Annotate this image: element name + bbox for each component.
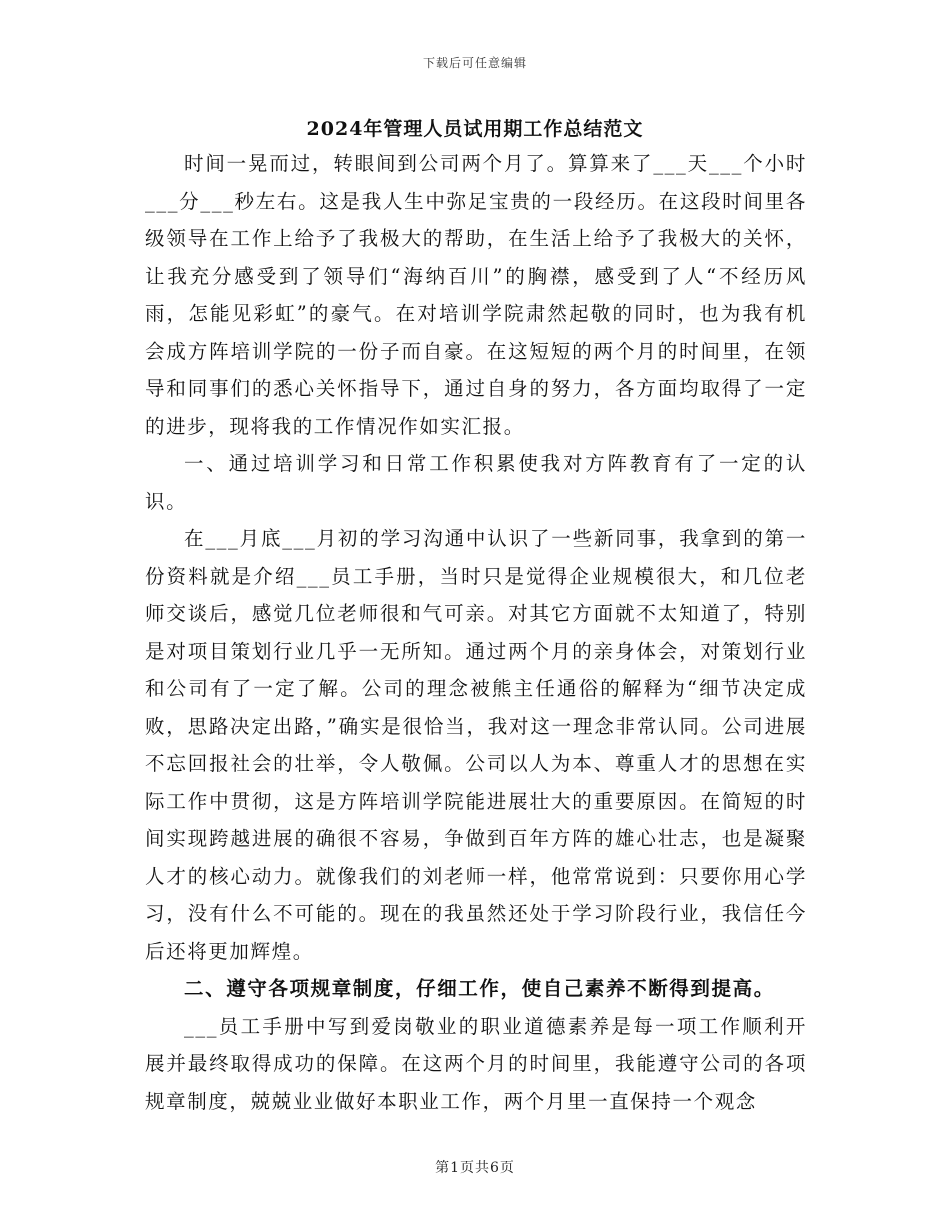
paragraph-intro: 时间一晃而过，转眼间到公司两个月了。算算来了___天___个小时___分___秒左右。这是我人生中弥足宝贵的一段经历。在这段时间里各级领导在工作上给予了我极大的帮助，在生活上给予了我极大的关怀，让我充分感受到了领导们“海纳百川”的胸襟，感受到了人“不经历风雨，怎能见彩虹”的豪气。在对培训学院肃然起敬的同时，也为我有机会成方阵培训学院的一份子而自豪。在这短短的两个月的时间里，在领导和同事们的悉心关怀指导下，通过自身的努力，各方面均取得了一定的进步，现将我的工作情况作如实汇报。 — [145, 152, 807, 438]
paragraph-section-1: 在___月底___月初的学习沟通中认识了一些新同事，我拿到的第一份资料就是介绍___员工手册，当时只是觉得企业规模很大，和几位老师交谈后，感觉几位老师很和气可亲。对其它方面就不太知道了，特别是对项目策划行业几乎一无所知。通过两个月的亲身体会，对策划行业和公司有了一定了解。公司的理念被熊主任通俗的解释为“细节决定成败，思路决定出路，”确实是很恰当，我对这一理念非常认同。公司进展不忘回报社会的壮举，令人敬佩。公司以人为本、尊重人才的思想在实际工作中贯彻，这是方阵培训学院能进展壮大的重要原因。在简短的时间实现跨越进展的确很不容易，争做到百年方阵的雄心壮志，也是凝聚人才的核心动力。就像我们的刘老师一样，他常常说到：只要你用心学习，没有什么不可能的。现在的我虽然还处于学习阶段行业，我信任今后还将更加辉煌。 — [145, 527, 807, 963]
page-header-note: 下载后可任意编辑 — [422, 56, 527, 70]
document-body — [145, 145, 807, 1120]
document-title: 2024年管理人员试用期工作总结范文 — [306, 118, 644, 140]
section-heading-2: 二、遵守各项规章制度，仔细工作，使自己素养不断得到提高。 — [184, 977, 775, 1000]
paragraph-section-2: ___员工手册中写到爱岗敬业的职业道德素养是每一项工作顺利开展并最终取得成功的保障。在这两个月的时间里，我能遵守公司的各项规章制度，兢兢业业做好本职业工作，两个月里一直保持一个观念 — [145, 1014, 807, 1113]
page-number-footer: 第1页共6页 — [435, 1160, 515, 1176]
section-heading-1: 一、通过培训学习和日常工作积累使我对方阵教育有了一定的认识。 — [145, 452, 807, 513]
